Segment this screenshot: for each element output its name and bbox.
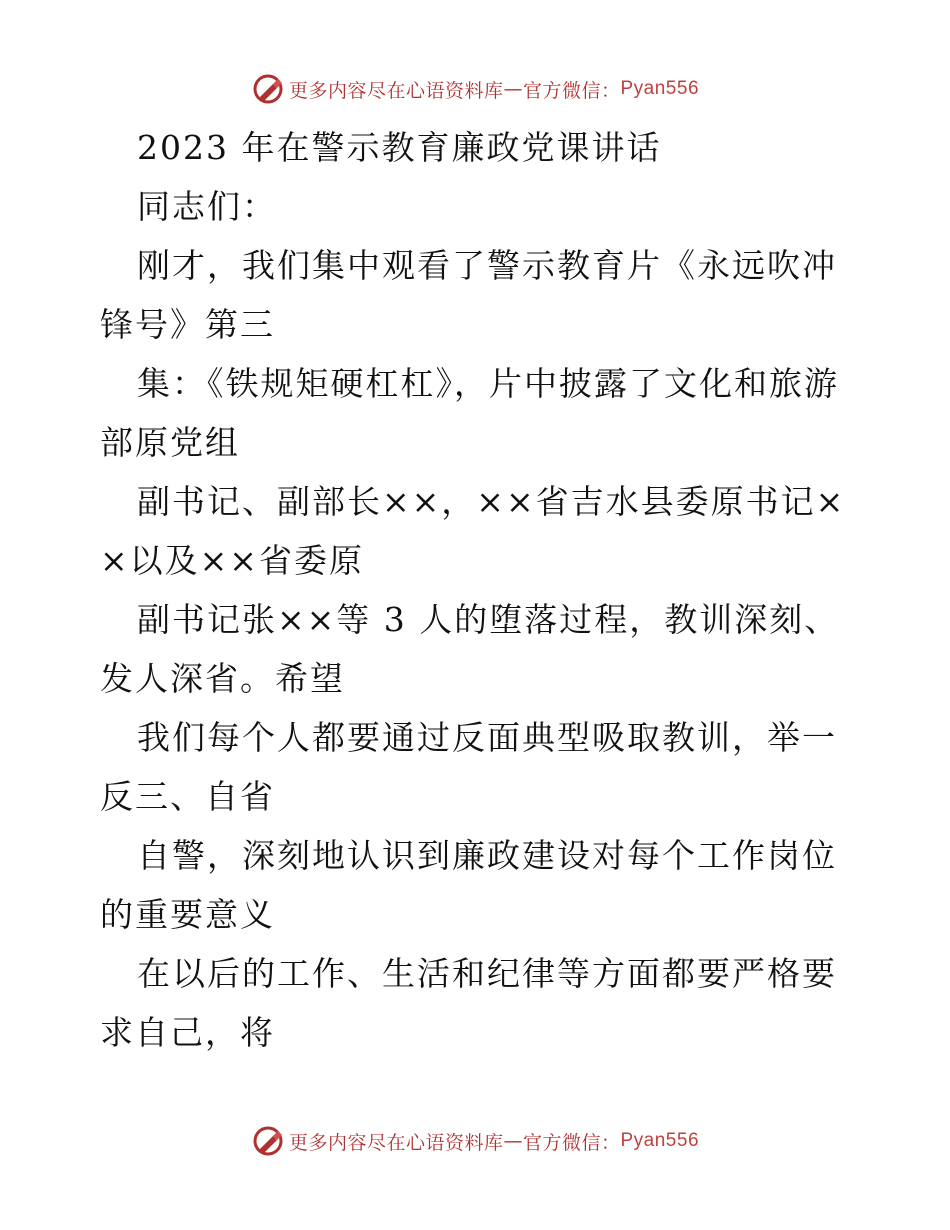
pen-logo-icon [251,1124,285,1158]
watermark-separator: — [503,1130,523,1152]
document-body [100,118,860,1062]
footer-watermark [0,1124,950,1158]
watermark-text: 更多内容尽在心语资料库 [288,1131,504,1154]
watermark-separator: — [503,78,523,100]
watermark-contact-label: 官方微信： [522,79,621,102]
paragraph-line: 自警，深刻地认识到廉政建设对每个工作岗位的重要意义 [100,836,837,934]
paragraph-line: 刚才，我们集中观看了警示教育片《永远吹冲锋号》第三 [100,246,837,344]
salutation: 同志们： [137,187,277,226]
document-title: 2023 年在警示教育廉政党课讲话 [137,128,662,167]
paragraph-line: 我们每个人都要通过反面典型吸取教训，举一反三、自省 [100,718,837,816]
paragraph-line: 在以后的工作、生活和纪律等方面都要严格要求自己，将 [100,954,837,1052]
paragraph-line: 集：《铁规矩硬杠杠》，片中披露了文化和旅游部原党组 [100,364,839,462]
watermark-text: 更多内容尽在心语资料库 [288,79,504,102]
watermark-contact-label: 官方微信： [522,1131,621,1154]
paragraph-line: 副书记张××等 3 人的堕落过程，教训深刻、发人深省。希望 [100,600,840,698]
watermark-contact-id: Pyan556 [620,1130,700,1151]
watermark-contact-id: Pyan556 [620,78,700,99]
header-watermark [0,72,950,106]
pen-logo-icon [251,72,285,106]
paragraph-line: 副书记、副部长××，××省吉水县委原书记××以及××省委原 [100,482,846,580]
